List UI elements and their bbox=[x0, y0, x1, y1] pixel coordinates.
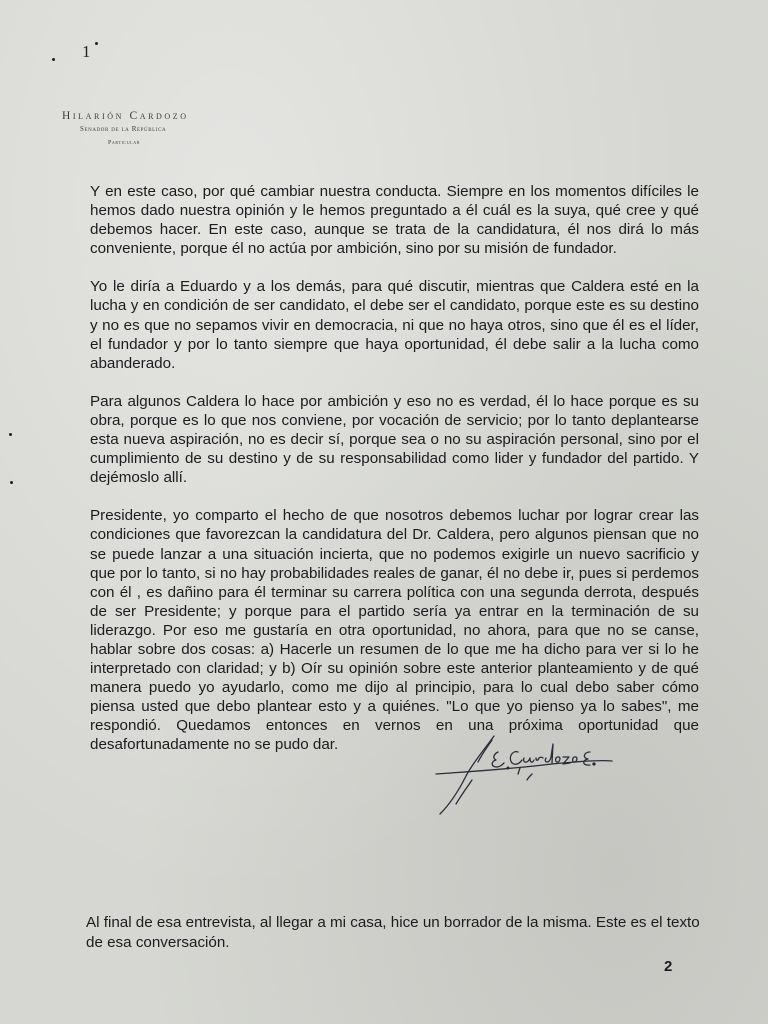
letterhead-name: Hilarión Cardozo bbox=[62, 110, 189, 122]
page-number: 2 bbox=[664, 958, 673, 975]
paragraph-1: Y en este caso, por qué cambiar nuestra conducta. Siempre en los momentos difíciles le hemos dado nuestra opinión y le hemos preguntado a él cuál es la suya, qué cree y qué debemos hacer. En este caso, aunque se trata de la candidatura, él nos dirá lo más conveniente, porque él no actúa por ambición, sino por su misión de fundador. bbox=[90, 183, 699, 258]
paragraph-2: Yo le diría a Eduardo y a los demás, para qué discutir, mientras que Caldera esté en la lucha y en condición de ser candidato, el debe ser el candidato, porque este es su destino y no es que no sepamos vivir en democracia, ni que no haya otros, sino que él es el líder, el fundador y por lo tanto siempre que haya oportunidad, él debe salir a la lucha como abanderado. bbox=[90, 278, 699, 372]
scan-speck bbox=[95, 42, 98, 45]
handwritten-signature bbox=[432, 730, 622, 820]
closing-note: Al final de esa entrevista, al llegar a mi casa, hice un borrador de la misma. Este es el texto de esa conversación. bbox=[86, 914, 700, 951]
letterhead-private: Particular bbox=[108, 140, 140, 146]
page-mark: 1 bbox=[82, 42, 91, 61]
scan-speck bbox=[52, 58, 55, 61]
letterhead-title: Senador de la República bbox=[80, 125, 167, 133]
paragraph-3: Para algunos Caldera lo hace por ambición y eso no es verdad, él lo hace porque es su obra, porque es lo que nos conviene, por vocación de servicio; por lo tanto deplantearse esta nueva aspiración, no es decir sí, porque sea o no su aspiración personal, sino por el cumplimiento de su destino y de su responsabilidad como lider y fundador del partido. Y dejémoslo allí. bbox=[90, 392, 699, 487]
letterhead bbox=[62, 110, 189, 146]
scan-speck bbox=[9, 433, 12, 436]
letter-body bbox=[90, 182, 699, 774]
paragraph-4: Presidente, yo comparto el hecho de que nosotros debemos luchar por lograr crear las condiciones que favorezcan la candidatura del Dr. Caldera, pero algunos piensan que no se puede lanzar a una situación incierta, que no podemos exigirle un nuevo sacrificio y que por lo tanto, si no hay probabilidades reales de ganar, él no debe ir, pues si perdemos con él , es dañino para él terminar su carrera política con una segunda derrota, después de ser Presidente; y porque para el partido sería ya entrar en la terminación de su liderazgo. Por eso me gustaría en otra oportunidad, no ahora, para que no se canse, hablar sobre dos cosas: a) Hacerle un resumen de lo que me ha dicho para ver si lo he interpretado con claridad; y b) Oír su opinión sobre este anterior planteamiento y de qué manera puedo yo ayudarlo, como me dijo al principio, para lo cual debo saber cómo piensa usted que debo plantear esto y a quiénes. "Lo que yo pienso ya lo sabes", me respondió. Quedamos entonces en vernos en una próxima oportunidad que desafortunadamente no se pudo dar. bbox=[90, 507, 699, 754]
scan-speck bbox=[10, 481, 13, 484]
